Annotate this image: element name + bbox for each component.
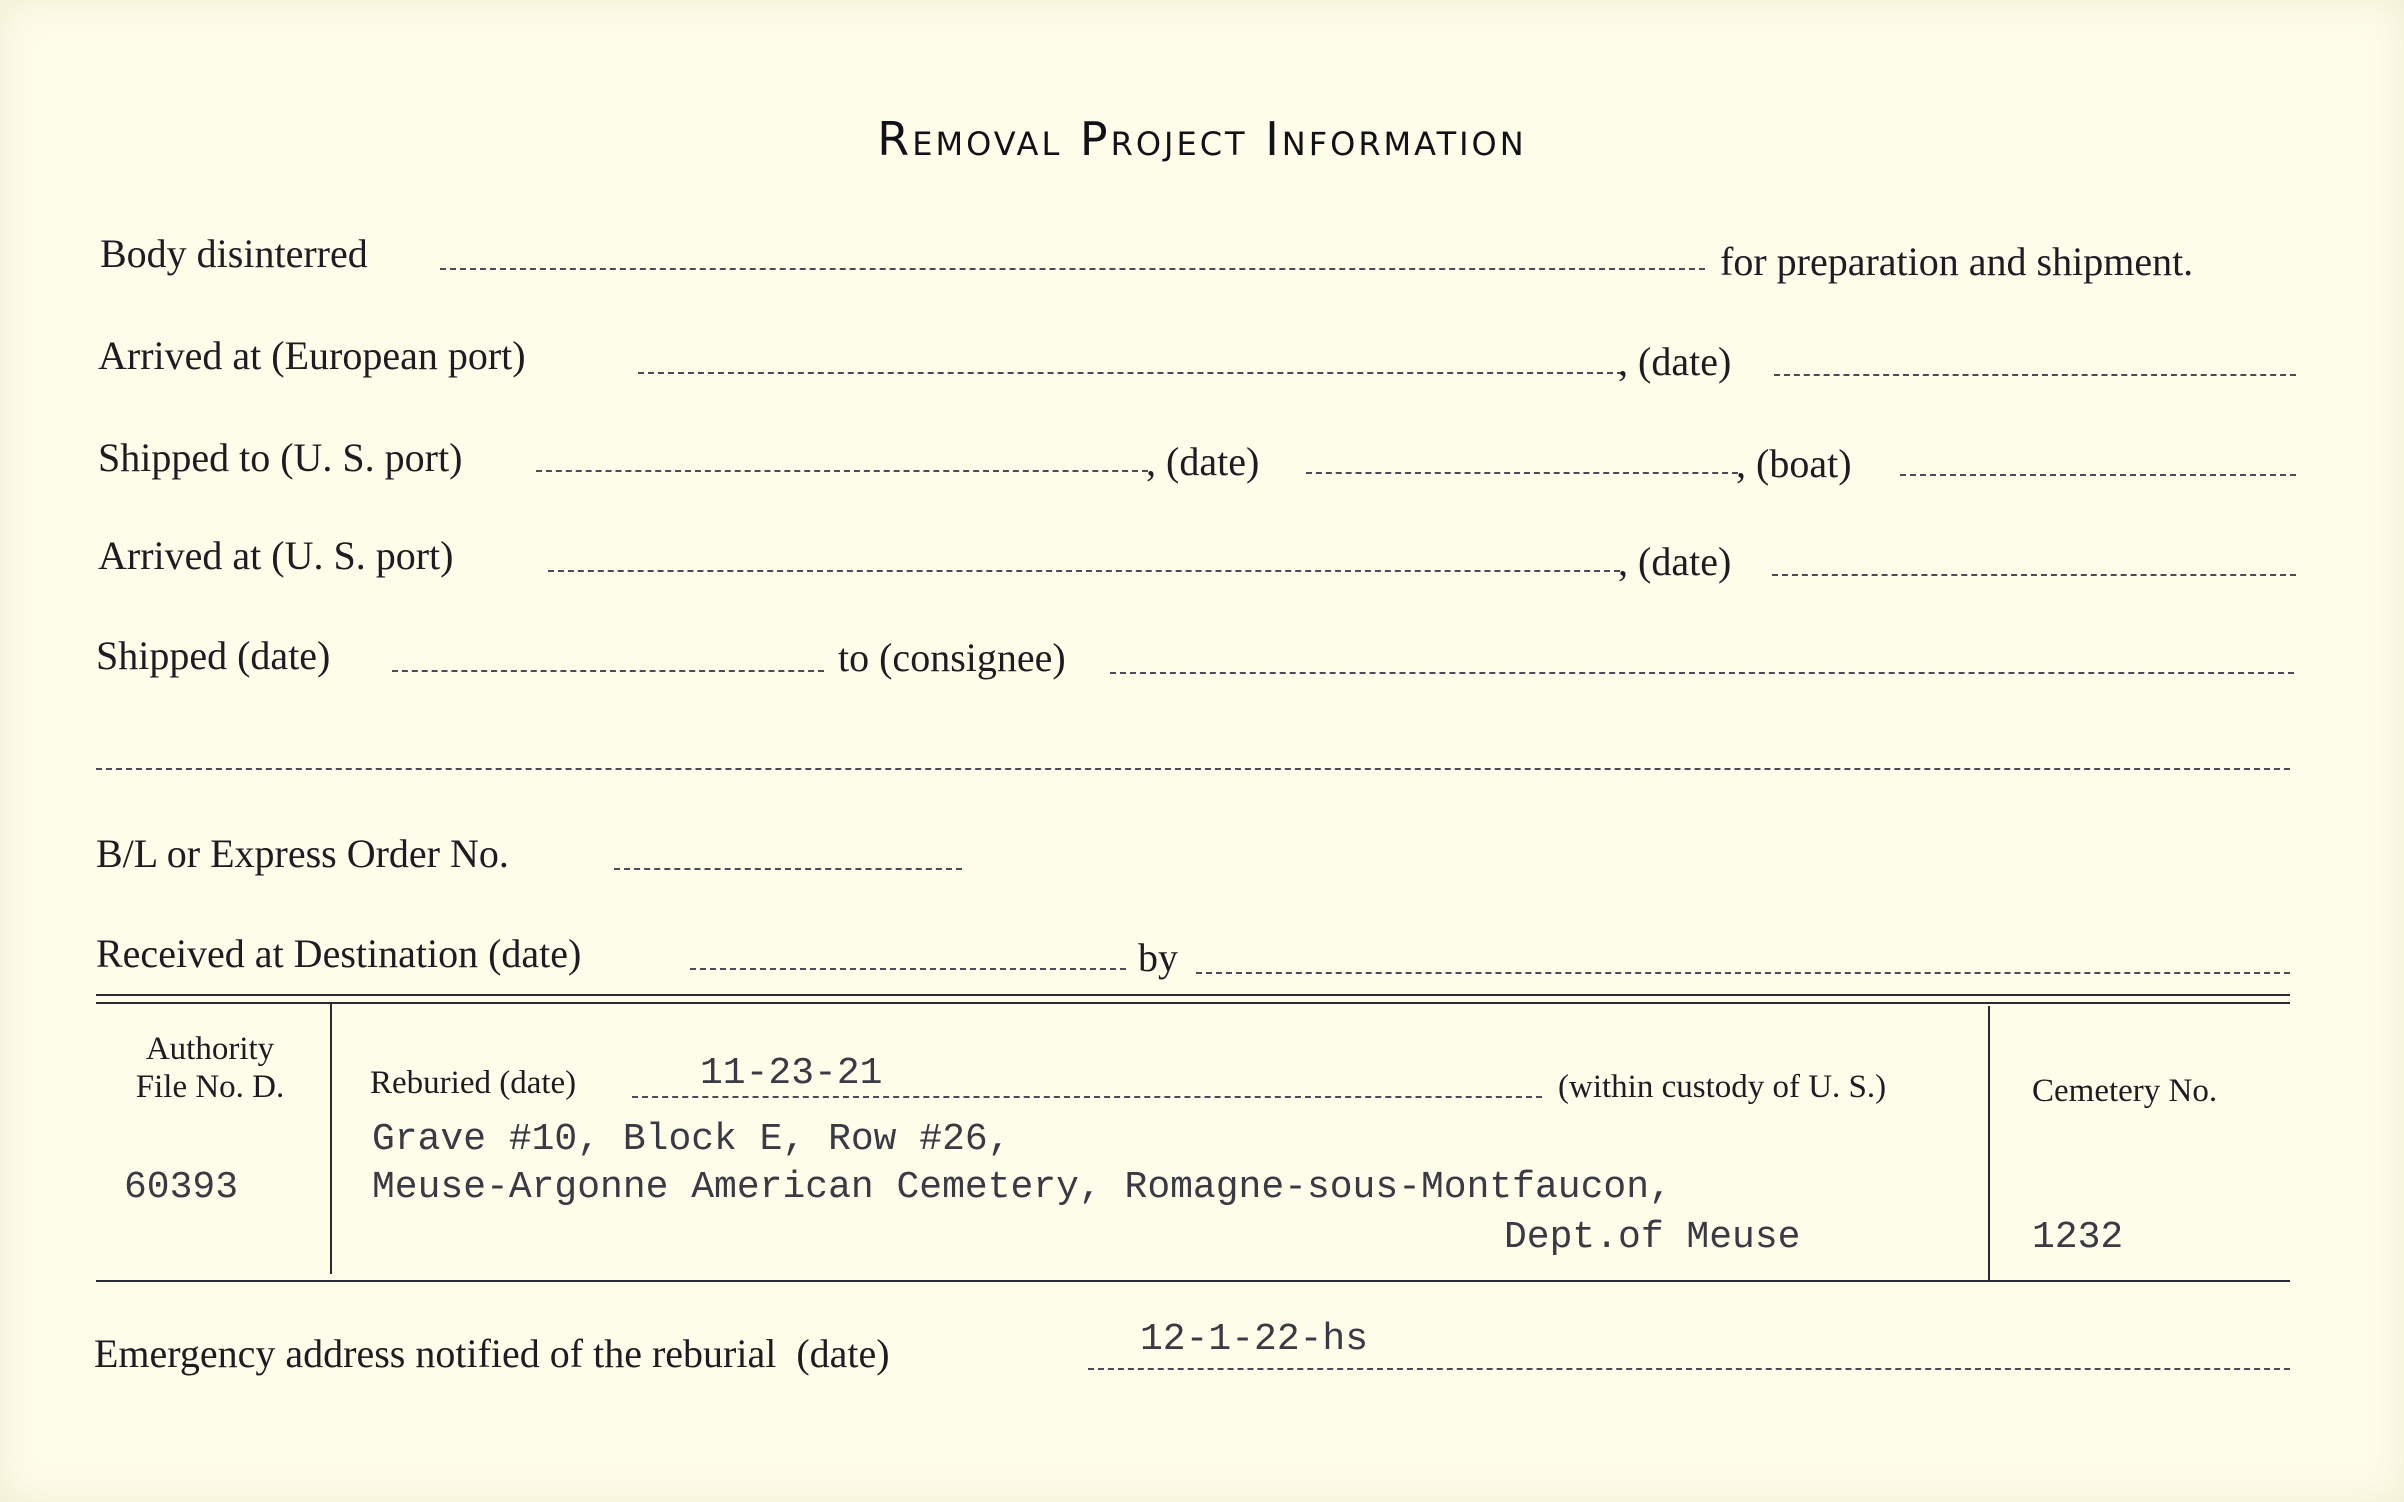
authority-label (110, 1030, 310, 1106)
label-arrived-european-port: Arrived at (European port) (98, 333, 526, 378)
label-boat: , (boat) (1736, 441, 1852, 486)
table-bottom-rule (96, 1280, 2290, 1282)
label-for-preparation: for preparation and shipment. (1720, 239, 2194, 284)
field-bl-express-order[interactable] (614, 868, 962, 870)
field-reburied-date[interactable] (632, 1096, 1542, 1098)
card-title: Removal Project Information (877, 112, 1527, 166)
label-emergency-address: Emergency address notified of the reburial (date) (94, 1331, 890, 1376)
field-body-disinterred[interactable] (440, 268, 1705, 270)
label-body-disinterred: Body disinterred (100, 231, 368, 276)
label-to-consignee: to (consignee) (838, 635, 1066, 680)
label-date-1: , (date) (1618, 339, 1732, 384)
reburied-label: Reburied (date) (370, 1065, 577, 1101)
authority-label-line-2: File No. D. (135, 1069, 285, 1105)
label-shipped-date: Shipped (date) (96, 633, 331, 678)
label-shipped-us-port: Shipped to (U. S. port) (98, 435, 463, 480)
cemetery-label: Cemetery No. (2032, 1073, 2218, 1109)
field-arrived-us-port[interactable] (548, 570, 1620, 572)
table-divider-right (1988, 1006, 1990, 1282)
label-by: by (1138, 935, 1178, 980)
emergency-date-value: 12-1-22-hs (1140, 1318, 1369, 1361)
grave-line-2: Meuse-Argonne American Cemetery, Romagne-sous-Montfaucon, (372, 1166, 1672, 1209)
field-emergency-date[interactable] (1088, 1368, 2290, 1370)
label-received-destination: Received at Destination (date) (96, 931, 582, 976)
field-date-3[interactable] (1772, 574, 2296, 576)
field-consignee[interactable] (1110, 672, 2294, 674)
label-arrived-us-port: Arrived at (U. S. port) (98, 533, 454, 578)
label-bl-express-order: B/L or Express Order No. (96, 831, 509, 876)
field-us-port[interactable] (536, 470, 1148, 472)
field-received-date[interactable] (690, 968, 1126, 970)
table-divider-left (330, 1004, 332, 1274)
field-date-2[interactable] (1306, 472, 1738, 474)
authority-label-line-1: Authority (145, 1031, 275, 1067)
label-date-3: , (date) (1618, 539, 1732, 584)
field-consignee-continued[interactable] (96, 768, 2290, 770)
grave-line-3: Dept.of Meuse (1504, 1216, 1801, 1259)
table-top-rule-2 (96, 1002, 2290, 1004)
field-european-port[interactable] (638, 372, 1623, 374)
cemetery-number: 1232 (2032, 1216, 2124, 1259)
authority-file-number: 60393 (124, 1166, 239, 1209)
table-top-rule-1 (96, 994, 2290, 996)
label-date-2: , (date) (1146, 439, 1260, 484)
reburied-date-value: 11-23-21 (700, 1052, 883, 1095)
field-received-by[interactable] (1196, 972, 2290, 974)
field-boat[interactable] (1900, 474, 2296, 476)
field-shipped-date[interactable] (392, 670, 824, 672)
grave-line-1: Grave #10, Block E, Row #26, (372, 1118, 1011, 1161)
custody-note: (within custody of U. S.) (1558, 1069, 1887, 1105)
field-date-1[interactable] (1774, 374, 2296, 376)
